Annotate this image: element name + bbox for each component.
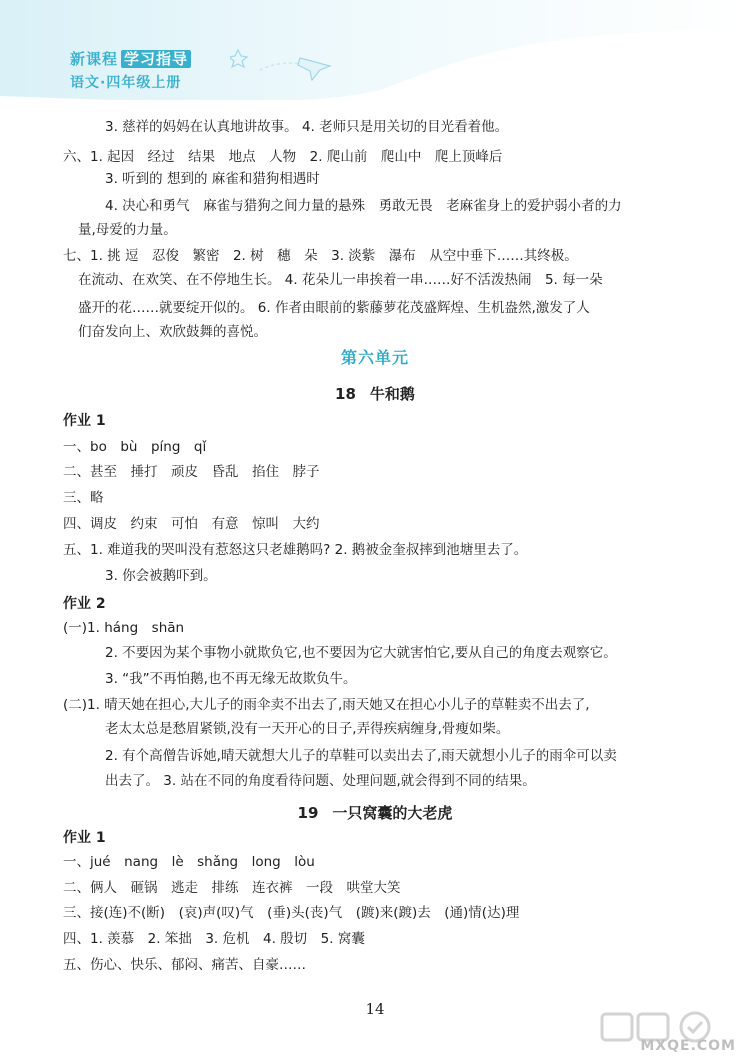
answer-line: 四、1. 羡慕 2. 笨拙 3. 危机 4. 殷切 5. 窝囊 [63, 931, 365, 947]
answer-line: 3. “我”不再怕鹅,也不再无缘无故欺负牛。 [105, 671, 357, 687]
homework-label: 作业 1 [63, 413, 106, 429]
answer-line: 六、1. 起因 经过 结果 地点 人物 2. 爬山前 爬山中 爬上顶峰后 [63, 149, 503, 165]
answer-line: 二、甚至 捶打 顽皮 昏乱 掐住 脖子 [63, 464, 320, 480]
answer-line: 二、俩人 砸锅 逃走 排练 连衣裤 一段 哄堂大笑 [63, 880, 401, 896]
answer-line: (一)1. háng shān [63, 620, 185, 636]
answer-line: 三、略 [63, 490, 104, 506]
answer-line: 一、bo bù píng qǐ [63, 439, 207, 455]
answer-line: 五、伤心、快乐、郁闷、痛苦、自豪…… [63, 957, 306, 973]
answer-line: 在流动、在欢笑、在不停地生长。 4. 花朵儿一串挨着一串……好不活泼热闹 5. 每一朵 [78, 272, 603, 288]
answer-line: 老太太总是愁眉紧锁,没有一天开心的日子,弄得疾病缠身,骨瘦如柴。 [105, 721, 510, 737]
answer-line: 量,母爱的力量。 [78, 222, 177, 238]
answer-line: 四、调皮 约束 可怕 有意 惊叫 大约 [63, 516, 320, 532]
answer-line: 七、1. 挑 逗 忍俊 繁密 2. 树 穗 朵 3. 淡紫 瀑布 从空中垂下……其终极。 [63, 248, 578, 264]
watermark-text: MXQE.COM [640, 1038, 736, 1054]
answer-line: 3. 慈祥的妈妈在认真地讲故事。 4. 老师只是用关切的目光看着他。 [105, 119, 509, 135]
answer-line: 3. 你会被鹅吓到。 [105, 568, 217, 584]
book-subtitle: 语文·四年级上册 [70, 75, 182, 91]
answer-line: 2. 有个高僧告诉她,晴天就想大儿子的草鞋可以卖出去了,雨天就想小儿子的雨伞可以卖 [105, 748, 617, 764]
brand-title [70, 48, 191, 69]
homework-label: 作业 1 [63, 830, 106, 846]
lesson-number: 18 [335, 385, 356, 403]
lesson-number: 19 [297, 804, 319, 822]
lesson-title [0, 383, 750, 404]
answer-line: 五、1. 难道我的哭叫没有惹怒这只老雄鹅吗? 2. 鹅被金奎叔摔到池塘里去了。 [63, 542, 528, 558]
lesson-name: 牛和鹅 [369, 385, 415, 403]
answer-line: 3. 听到的 想到的 麻雀和猎狗相遇时 [105, 171, 320, 187]
brand-main: 新课程 [70, 50, 119, 68]
answer-line: 2. 不要因为某个事物小就欺负它,也不要因为它大就害怕它,要从自己的角度去观察它。 [105, 645, 617, 661]
lesson-name: 一只窝囊的大老虎 [332, 804, 453, 822]
answer-line: 盛开的花……就要绽开似的。 6. 作者由眼前的紫藤萝花茂盛辉煌、生机盎然,激发了人 [78, 300, 590, 316]
unit-title: 第六单元 [340, 348, 409, 367]
answer-line: 们奋发向上、欢欣鼓舞的喜悦。 [78, 324, 267, 340]
page-number: 14 [365, 1000, 385, 1018]
airplane-icon [230, 40, 350, 90]
answer-line: (二)1. 晴天她在担心,大儿子的雨伞卖不出去了,雨天她又在担心小儿子的草鞋卖不出去了, [63, 697, 590, 713]
brand-tag: 学习指导 [121, 50, 191, 68]
lesson-title [0, 802, 750, 823]
answer-line: 一、jué nang lè shǎng long lòu [63, 854, 315, 870]
answer-line: 4. 决心和勇气 麻雀与猎狗之间力量的悬殊 勇敢无畏 老麻雀身上的爱护弱小者的力 [105, 198, 622, 214]
homework-label: 作业 2 [63, 596, 106, 612]
page-header [0, 0, 750, 100]
answer-line: 三、接(连)不(断) (哀)声(叹)气 (垂)头(丧)气 (踱)来(踱)去 (通)情(达)理 [63, 905, 520, 921]
answer-line: 出去了。 3. 站在不同的角度看待问题、处理问题,就会得到不同的结果。 [105, 773, 536, 789]
